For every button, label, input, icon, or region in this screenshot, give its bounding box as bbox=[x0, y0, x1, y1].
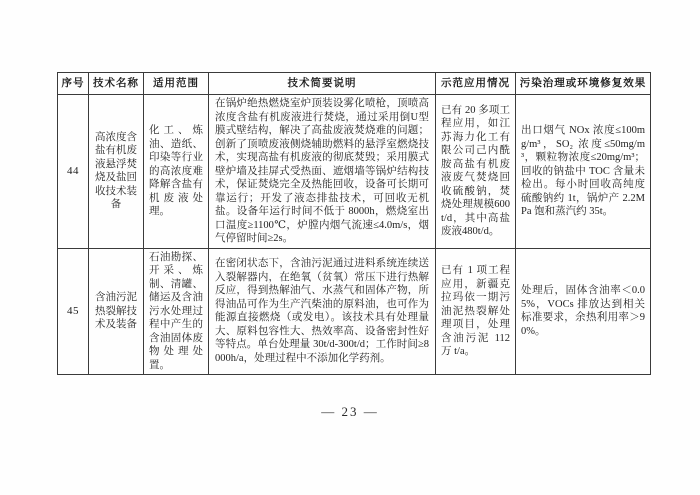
cell-scope: 化工、炼油、造纸、印染等行业的高浓度难降解含盐有机废液处理。 bbox=[144, 95, 209, 249]
cell-effect: 处理后，固体含油率＜0.05%，VOCs 排放达到相关标准要求，余热利用率＞90%。 bbox=[516, 248, 651, 375]
cell-row-index: 44 bbox=[58, 95, 89, 249]
table-row bbox=[58, 95, 651, 249]
col-header-scope: 适用范围 bbox=[144, 73, 209, 95]
cell-description: 在密闭状态下，含油污泥通过进料系统连续送入裂解器内，在绝氧（贫氧）常压下进行热解反应，得到热解油气、水蒸气和固体产物，所得油品可作为生产汽柴油的原料油，也可作为能源直接燃烧（或发电）。该技术具有处理量大、原料包容性大、热效率高、设备密封性好等特点。单台处理量 30t/d-300t/d；工作时间≥8000h/a，处理过程中不添加化学药剂。 bbox=[209, 248, 436, 375]
table-header-row bbox=[58, 73, 651, 95]
cell-scope: 石油勘探、开采、炼制、清罐、储运及含油污水处理过程中产生的含油固体废物处理处置。 bbox=[144, 248, 209, 375]
table-row bbox=[58, 248, 651, 375]
cell-effect: 出口烟气 NOx 浓度≤100mg/m³，SO₂ 浓度≤50mg/m³，颗粒物浓度≤20mg/m³；回收的钠盐中 TOC 含量未检出。每小时回收高纯度硫酸钠约 1t，锅炉产 2.2MPa 饱和蒸汽约 35t。 bbox=[516, 95, 651, 249]
page-number: — 23 — bbox=[321, 404, 379, 419]
cell-application: 已有 1 项工程应用，新疆克拉玛依一期污油泥热裂解处理项目，处理含油污泥 112 万 t/a。 bbox=[436, 248, 516, 375]
col-header-description: 技术简要说明 bbox=[209, 73, 436, 95]
cell-description: 在锅炉绝热燃烧室炉顶装设雾化喷枪，顶喷高浓度含盐有机废液进行焚烧，通过采用倒U型膜式壁结构，解决了高盐废液焚烧难的问题；创新了顶喷废液侧烧辅助燃料的悬浮室燃烧技术，实现高盐有机废液的彻底焚毁；采用膜式壁炉墙及挂屏式受热面、遮烟墙等锅炉结构技术，保证焚烧完全及热能回收，设备可长期可靠运行；开发了液态排盐技术，可回收无机盐。设备年运行时间不低于 8000h，燃烧室出口温度≥1100℃，炉膛内烟气流速≤4.0m/s，烟气停留时间≥2s。 bbox=[209, 95, 436, 249]
col-header-effect: 污染治理或环境修复效果 bbox=[516, 73, 651, 95]
col-header-index: 序号 bbox=[58, 73, 89, 95]
col-header-tech-name: 技术名称 bbox=[89, 73, 144, 95]
technology-table bbox=[57, 72, 651, 375]
cell-tech-name: 含油污泥热裂解技术及装备 bbox=[89, 248, 144, 375]
cell-tech-name: 高浓度含盐有机废液悬浮焚烧及盐回收技术装备 bbox=[89, 95, 144, 249]
cell-row-index: 45 bbox=[58, 248, 89, 375]
cell-application: 已有 20 多项工程应用，如江苏海力化工有限公司己内酰胺高盐有机废液废气焚烧回收硫酸钠，焚烧处理规模600t/d，其中高盐废液480t/d。 bbox=[436, 95, 516, 249]
col-header-application: 示范应用情况 bbox=[436, 73, 516, 95]
